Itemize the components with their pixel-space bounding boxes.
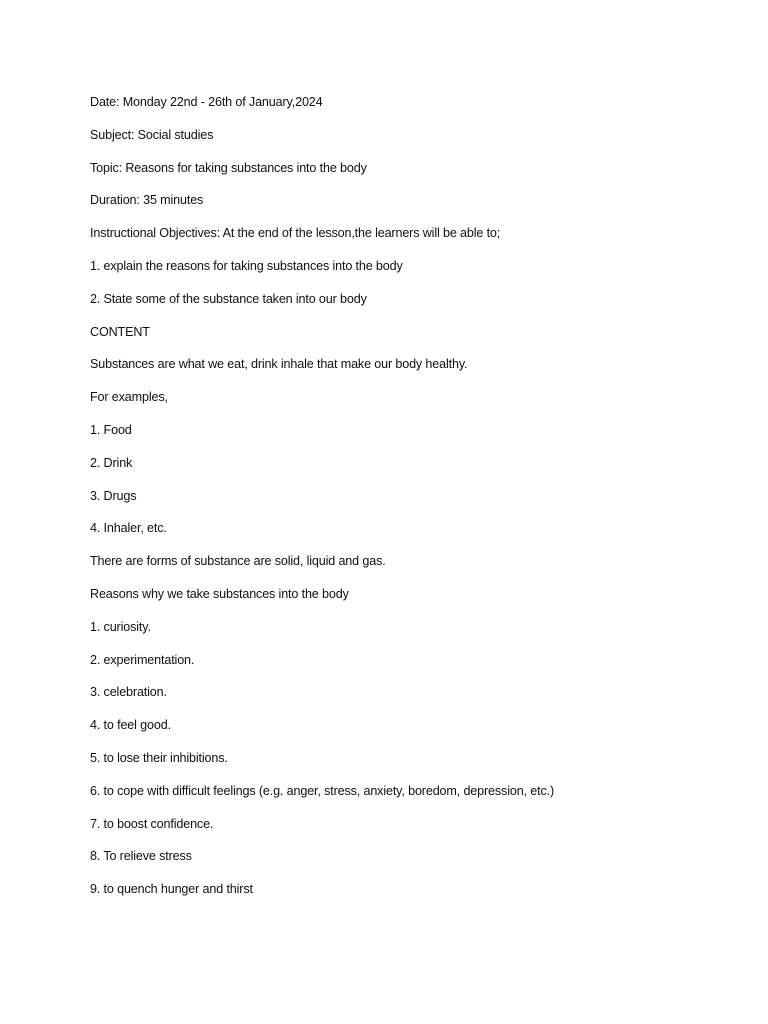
reason-item: 7. to boost confidence. [90,816,214,831]
reason-item: 9. to quench hunger and thirst [90,882,253,897]
document-body [90,93,730,913]
objective-item: 1. explain the reasons for taking substances into the body [90,258,403,273]
reason-item: 5. to lose their inhibitions. [90,750,228,765]
example-item: 2. Drink [90,455,133,470]
reason-item: 2. experimentation. [90,652,195,667]
content-heading: CONTENT [90,324,150,339]
topic-line: Topic: Reasons for taking substances into the body [90,160,367,175]
reason-item: 8. To relieve stress [90,849,192,864]
example-item: 3. Drugs [90,488,137,503]
content-paragraph: Substances are what we eat, drink inhale that make our body healthy. [90,357,468,372]
example-item: 1. Food [90,422,132,437]
subject-line: Subject: Social studies [90,127,214,142]
reason-item: 4. to feel good. [90,718,171,733]
objectives-line: Instructional Objectives: At the end of the lesson,the learners will be able to; [90,226,501,241]
reason-item: 1. curiosity. [90,619,151,634]
example-item: 4. Inhaler, etc. [90,521,167,536]
forms-paragraph: There are forms of substance are solid, liquid and gas. [90,554,386,569]
reasons-heading: Reasons why we take substances into the body [90,586,349,601]
objective-item: 2. State some of the substance taken into our body [90,291,367,306]
reason-item: 6. to cope with difficult feelings (e.g. anger, stress, anxiety, boredom, depression, etc.) [90,783,554,798]
date-line: Date: Monday 22nd - 26th of January,2024 [90,95,323,109]
duration-line: Duration: 35 minutes [90,193,204,208]
reason-item: 3. celebration. [90,685,167,700]
examples-intro: For examples, [90,390,168,405]
